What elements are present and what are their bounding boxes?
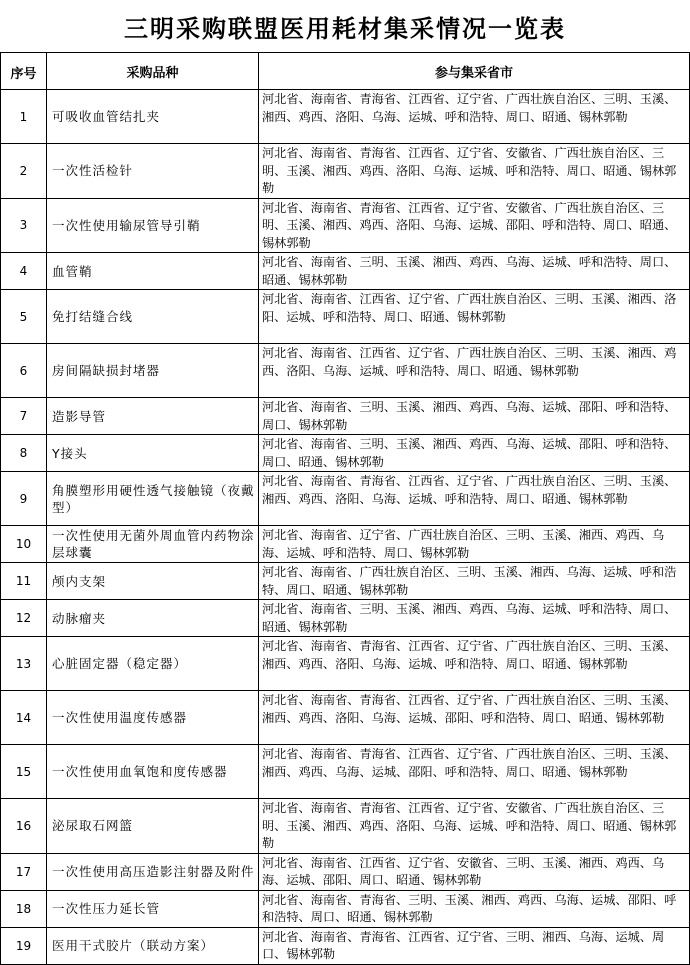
row-item: 医用干式胶片（联动方案） [47,927,259,964]
row-item: 动脉瘤夹 [47,600,259,637]
header-cities: 参与集采省市 [259,53,690,90]
row-item: 角膜塑形用硬性透气接触镜（夜戴型） [47,472,259,526]
table-row [1,472,690,526]
header-serial: 序号 [1,53,47,90]
row-cities: 河北省、海南省、辽宁省、广西壮族自治区、三明、玉溪、湘西、鸡西、乌海、运城、呼和浩特、周口、锡林郭勒 [259,526,690,563]
table-row [1,144,690,199]
table-row [1,600,690,637]
row-item: 免打结缝合线 [47,290,259,344]
row-cities: 河北省、海南省、三明、玉溪、湘西、鸡西、乌海、运城、邵阳、呼和浩特、周口、锡林郭勒 [259,398,690,435]
row-item: 心脏固定器（稳定器） [47,637,259,691]
row-cities: 河北省、海南省、青海省、江西省、辽宁省、安徽省、广西壮族自治区、三明、玉溪、湘西、鸡西、洛阳、乌海、运城、邵阳、呼和浩特、周口、昭通、锡林郭勒 [259,198,690,253]
row-serial: 9 [1,472,47,526]
row-item: 一次性使用血氧饱和度传感器 [47,745,259,799]
table-row [1,253,690,290]
table-row [1,927,690,964]
row-cities: 河北省、海南省、青海省、江西省、辽宁省、广西壮族自治区、三明、玉溪、湘西、鸡西、洛阳、乌海、运城、呼和浩特、周口、昭通、锡林郭勒 [259,90,690,144]
row-serial: 18 [1,890,47,927]
row-item: 一次性使用无菌外周血管内药物涂层球囊 [47,526,259,563]
row-cities: 河北省、海南省、青海省、江西省、辽宁省、三明、湘西、乌海、运城、周口、锡林郭勒 [259,927,690,964]
row-serial: 8 [1,435,47,472]
table-row [1,398,690,435]
row-item: 泌尿取石网篮 [47,799,259,854]
row-serial: 7 [1,398,47,435]
row-cities: 河北省、海南省、三明、玉溪、湘西、鸡西、乌海、运城、呼和浩特、周口、昭通、锡林郭勒 [259,600,690,637]
header-item: 采购品种 [47,53,259,90]
row-cities: 河北省、海南省、广西壮族自治区、三明、玉溪、湘西、乌海、运城、呼和浩特、周口、昭通、锡林郭勒 [259,563,690,600]
row-serial: 13 [1,637,47,691]
row-serial: 1 [1,90,47,144]
row-cities: 河北省、海南省、青海省、江西省、辽宁省、安徽省、广西壮族自治区、三明、玉溪、湘西、鸡西、洛阳、乌海、运城、呼和浩特、周口、昭通、锡林郭勒 [259,799,690,854]
row-cities: 河北省、海南省、青海省、江西省、辽宁省、安徽省、广西壮族自治区、三明、玉溪、湘西、鸡西、洛阳、乌海、运城、呼和浩特、周口、昭通、锡林郭勒 [259,144,690,199]
row-serial: 3 [1,198,47,253]
table-row [1,198,690,253]
row-item: 可吸收血管结扎夹 [47,90,259,144]
page-title: 三明采购联盟医用耗材集采情况一览表 [124,13,566,43]
table-row [1,344,690,398]
row-cities: 河北省、海南省、江西省、辽宁省、广西壮族自治区、三明、玉溪、湘西、洛阳、运城、呼和浩特、周口、昭通、锡林郭勒 [259,290,690,344]
table-row [1,890,690,927]
row-cities: 河北省、海南省、江西省、辽宁省、安徽省、三明、玉溪、湘西、鸡西、乌海、运城、邵阳、周口、昭通、锡林郭勒 [259,853,690,890]
row-serial: 6 [1,344,47,398]
row-item: 血管鞘 [47,253,259,290]
row-item: 造影导管 [47,398,259,435]
table-row [1,853,690,890]
row-item: 一次性使用输尿管导引鞘 [47,198,259,253]
table-row [1,435,690,472]
row-serial: 10 [1,526,47,563]
table-row [1,637,690,691]
row-cities: 河北省、海南省、江西省、辽宁省、广西壮族自治区、三明、玉溪、湘西、鸡西、洛阳、乌海、运城、呼和浩特、周口、昭通、锡林郭勒 [259,344,690,398]
row-cities: 河北省、海南省、三明、玉溪、湘西、鸡西、乌海、运城、邵阳、呼和浩特、周口、昭通、锡林郭勒 [259,435,690,472]
row-serial: 15 [1,745,47,799]
table-row [1,563,690,600]
row-item: 颅内支架 [47,563,259,600]
table-row [1,526,690,563]
table-row [1,691,690,745]
row-serial: 12 [1,600,47,637]
row-serial: 5 [1,290,47,344]
row-cities: 河北省、海南省、青海省、江西省、辽宁省、广西壮族自治区、三明、玉溪、湘西、鸡西、洛阳、乌海、运城、呼和浩特、周口、昭通、锡林郭勒 [259,637,690,691]
row-serial: 19 [1,927,47,964]
row-cities: 河北省、海南省、青海省、江西省、辽宁省、广西壮族自治区、三明、玉溪、湘西、鸡西、洛阳、乌海、运城、呼和浩特、周口、昭通、锡林郭勒 [259,472,690,526]
row-item: 一次性活检针 [47,144,259,199]
row-item: 房间隔缺损封堵器 [47,344,259,398]
table-row [1,290,690,344]
procurement-table [0,52,690,965]
row-cities: 河北省、海南省、青海省、三明、玉溪、湘西、鸡西、乌海、运城、邵阳、呼和浩特、周口、昭通、锡林郭勒 [259,890,690,927]
row-cities: 河北省、海南省、青海省、江西省、辽宁省、广西壮族自治区、三明、玉溪、湘西、鸡西、洛阳、乌海、运城、邵阳、呼和浩特、周口、昭通、锡林郭勒 [259,691,690,745]
row-serial: 2 [1,144,47,199]
row-cities: 河北省、海南省、三明、玉溪、湘西、鸡西、乌海、运城、呼和浩特、周口、昭通、锡林郭勒 [259,253,690,290]
row-item: 一次性压力延长管 [47,890,259,927]
row-serial: 16 [1,799,47,854]
row-serial: 17 [1,853,47,890]
row-item: 一次性使用高压造影注射器及附件 [47,853,259,890]
table-header-row [1,53,690,90]
table-row [1,745,690,799]
row-item: Y接头 [47,435,259,472]
table-row [1,799,690,854]
row-item: 一次性使用温度传感器 [47,691,259,745]
row-serial: 14 [1,691,47,745]
table-row [1,90,690,144]
row-serial: 11 [1,563,47,600]
row-serial: 4 [1,253,47,290]
row-cities: 河北省、海南省、青海省、江西省、辽宁省、广西壮族自治区、三明、玉溪、湘西、鸡西、乌海、运城、邵阳、呼和浩特、周口、昭通、锡林郭勒 [259,745,690,799]
